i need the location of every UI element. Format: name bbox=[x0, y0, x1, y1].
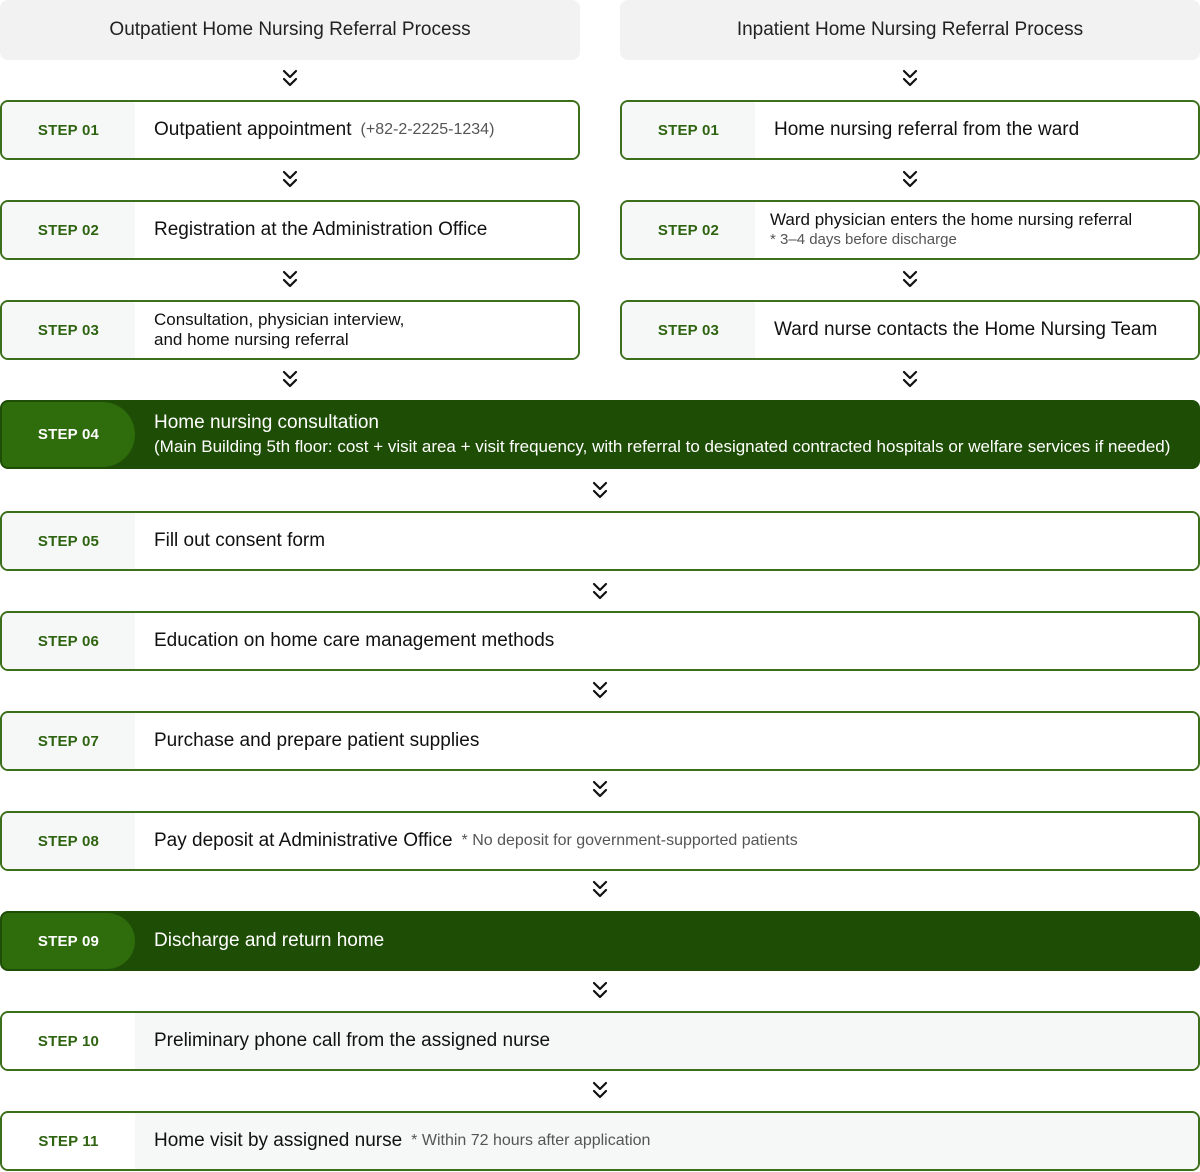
step-text: Discharge and return home bbox=[154, 930, 385, 951]
discharge-timing-note: * 3–4 days before discharge bbox=[770, 231, 957, 248]
step-label: STEP 03 bbox=[2, 302, 135, 358]
outpatient-process-header bbox=[0, 0, 580, 60]
step-text: Preliminary phone call from the assigned nurse bbox=[154, 1030, 551, 1051]
step-label: STEP 11 bbox=[2, 1113, 135, 1169]
step-content bbox=[135, 613, 1198, 669]
shared-step-11 bbox=[0, 1111, 1200, 1171]
step-text: Education on home care management methods bbox=[154, 630, 555, 651]
step-content bbox=[135, 202, 578, 258]
step-text: Ward nurse contacts the Home Nursing Team bbox=[774, 319, 1158, 340]
shared-step-05 bbox=[0, 511, 1200, 571]
step-text-line-2: and home nursing referral bbox=[154, 330, 349, 349]
step-content bbox=[135, 102, 578, 158]
inpatient-step-02 bbox=[620, 200, 1200, 260]
step-content bbox=[135, 402, 1198, 467]
step-content bbox=[135, 513, 1198, 569]
outpatient-step-03 bbox=[0, 300, 580, 360]
shared-step-06 bbox=[0, 611, 1200, 671]
step-content bbox=[135, 713, 1198, 769]
double-chevron-down-icon bbox=[282, 370, 298, 388]
step-label: STEP 04 bbox=[2, 402, 135, 467]
double-chevron-down-icon bbox=[902, 270, 918, 288]
shared-step-10 bbox=[0, 1011, 1200, 1071]
step-text: Purchase and prepare patient supplies bbox=[154, 730, 480, 751]
visit-timing-note: * Within 72 hours after application bbox=[411, 1132, 651, 1149]
outpatient-process-title: Outpatient Home Nursing Referral Process bbox=[109, 19, 471, 40]
step-label: STEP 03 bbox=[622, 302, 755, 358]
double-chevron-down-icon bbox=[592, 1081, 608, 1099]
double-chevron-down-icon bbox=[902, 370, 918, 388]
step-label: STEP 06 bbox=[2, 613, 135, 669]
inpatient-process-header bbox=[620, 0, 1200, 60]
double-chevron-down-icon bbox=[592, 582, 608, 600]
step-content bbox=[755, 202, 1198, 258]
step-label: STEP 07 bbox=[2, 713, 135, 769]
step-content bbox=[135, 302, 578, 358]
double-chevron-down-icon bbox=[902, 69, 918, 87]
step-content bbox=[135, 913, 1198, 969]
deposit-note: * No deposit for government-supported patients bbox=[461, 832, 798, 849]
double-chevron-down-icon bbox=[282, 270, 298, 288]
step-content bbox=[135, 1113, 1198, 1169]
step-text: Outpatient appointment bbox=[154, 119, 352, 140]
inpatient-step-03 bbox=[620, 300, 1200, 360]
shared-step-08 bbox=[0, 811, 1200, 871]
step-label: STEP 05 bbox=[2, 513, 135, 569]
outpatient-step-02 bbox=[0, 200, 580, 260]
shared-step-07 bbox=[0, 711, 1200, 771]
step-label: STEP 01 bbox=[2, 102, 135, 158]
outpatient-step-01 bbox=[0, 100, 580, 160]
double-chevron-down-icon bbox=[902, 170, 918, 188]
step-text: Fill out consent form bbox=[154, 530, 326, 551]
step-label: STEP 02 bbox=[622, 202, 755, 258]
double-chevron-down-icon bbox=[592, 880, 608, 898]
step-text-line-1: Home nursing consultation bbox=[154, 411, 379, 433]
double-chevron-down-icon bbox=[592, 681, 608, 699]
double-chevron-down-icon bbox=[282, 69, 298, 87]
double-chevron-down-icon bbox=[592, 981, 608, 999]
step-label: STEP 09 bbox=[2, 913, 135, 969]
inpatient-process-title: Inpatient Home Nursing Referral Process bbox=[736, 19, 1084, 40]
step-text: Pay deposit at Administrative Office bbox=[154, 830, 453, 851]
step-content bbox=[755, 102, 1198, 158]
shared-step-09 bbox=[0, 911, 1200, 971]
double-chevron-down-icon bbox=[592, 481, 608, 499]
step-text-line-1: Ward physician enters the home nursing referral bbox=[770, 210, 1133, 229]
step-label: STEP 02 bbox=[2, 202, 135, 258]
phone-note: (+82-2-2225-1234) bbox=[360, 121, 495, 138]
shared-step-04 bbox=[0, 400, 1200, 469]
step-text: Home visit by assigned nurse bbox=[154, 1130, 403, 1151]
step-text: Registration at the Administration Office bbox=[154, 219, 488, 240]
double-chevron-down-icon bbox=[592, 780, 608, 798]
step-label: STEP 08 bbox=[2, 813, 135, 869]
step-content bbox=[135, 813, 1198, 869]
step-content bbox=[135, 1013, 1198, 1069]
double-chevron-down-icon bbox=[282, 170, 298, 188]
step-label: STEP 01 bbox=[622, 102, 755, 158]
inpatient-step-01 bbox=[620, 100, 1200, 160]
step-content bbox=[755, 302, 1198, 358]
step-text-line-1: Consultation, physician interview, bbox=[154, 310, 405, 329]
step-text: Home nursing referral from the ward bbox=[774, 119, 1080, 140]
step-text-line-2: (Main Building 5th floor: cost + visit area + visit frequency, with referral to designated contracted hospitals or welfare services if needed) bbox=[154, 436, 1171, 456]
step-label: STEP 10 bbox=[2, 1013, 135, 1069]
